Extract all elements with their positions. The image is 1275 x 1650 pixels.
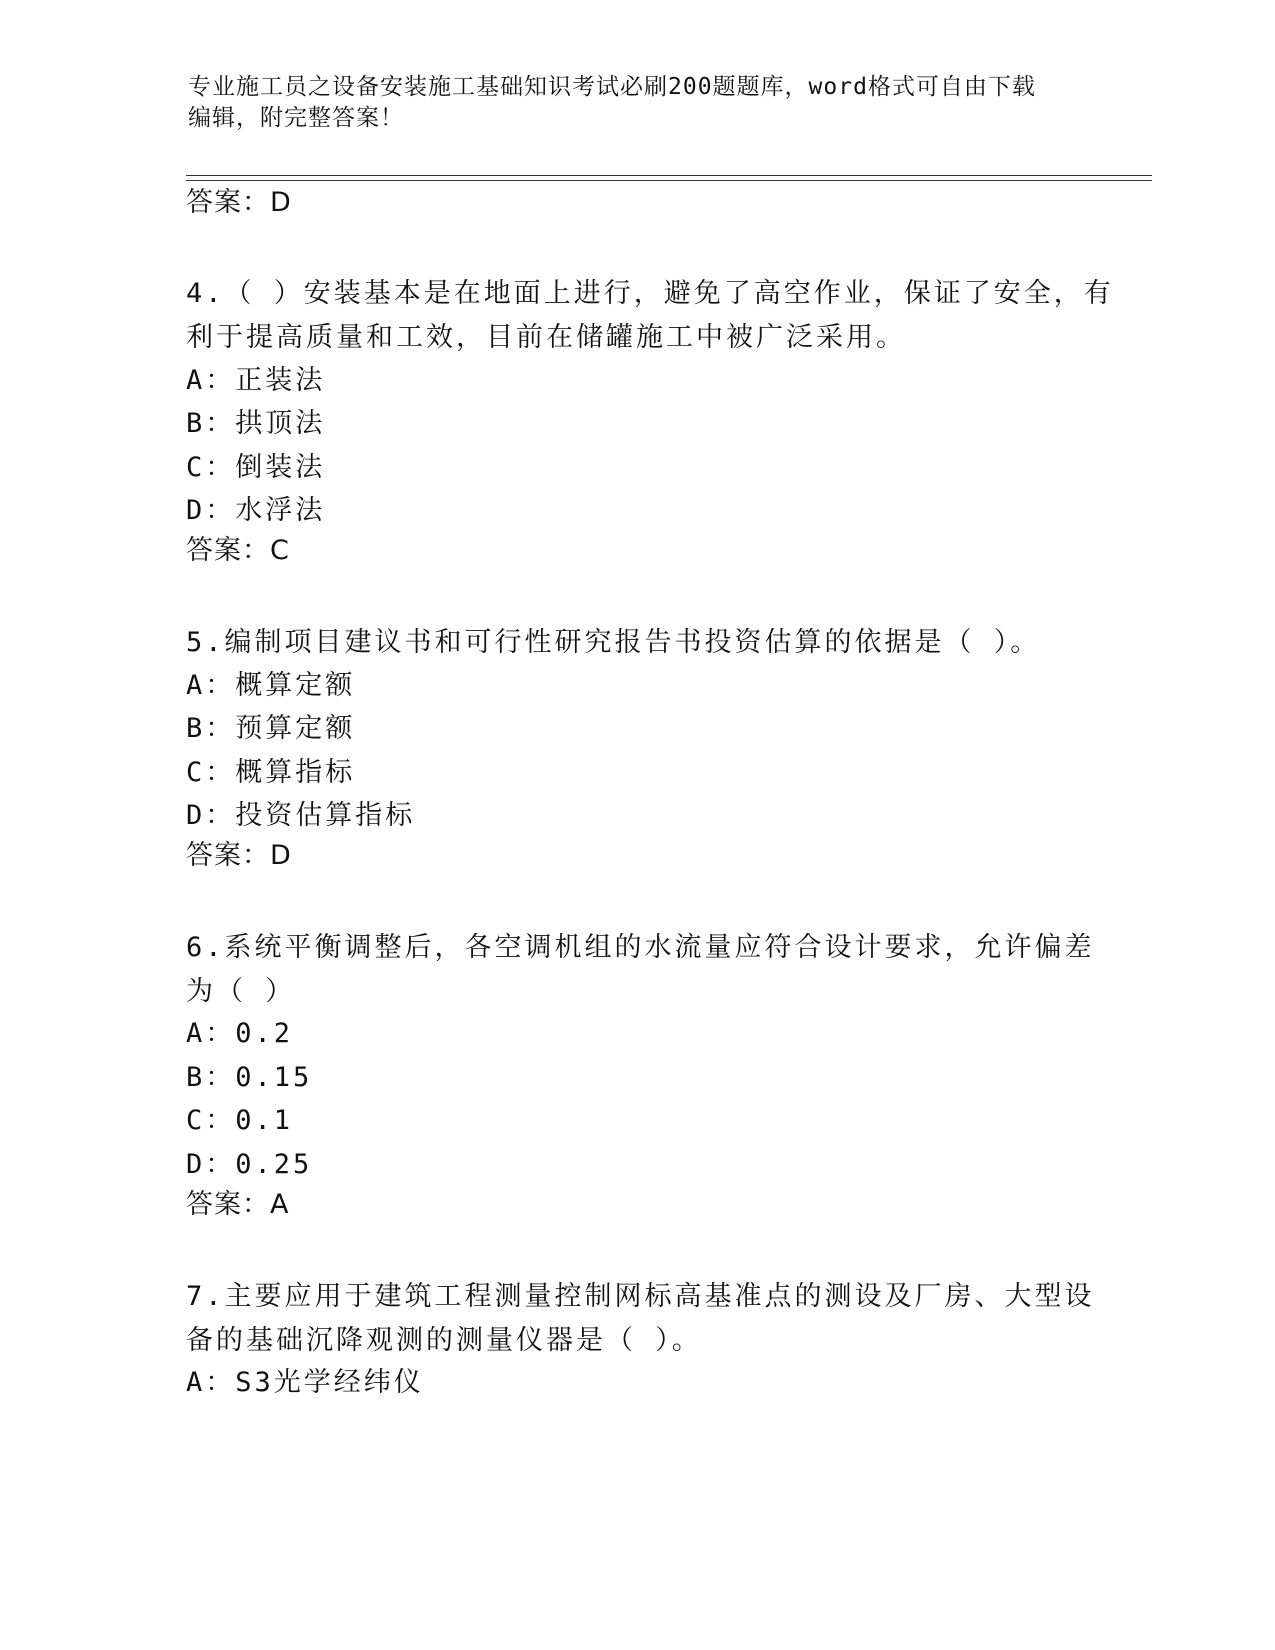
question-7-line-1: 7.主要应用于建筑工程测量控制网标高基准点的测设及厂房、大型设 [186,1281,1095,1312]
answer-line: 答案：D [186,187,292,218]
question-5-answer: 答案：D [186,840,292,871]
question-4-option-d: D：水浮法 [186,495,326,526]
question-6-line-1: 6.系统平衡调整后，各空调机组的水流量应符合设计要求，允许偏差 [186,932,1095,963]
question-6-line-2: 为（ ） [186,976,296,1007]
header-divider [186,175,1152,176]
question-5-option-a: A：概算定额 [186,670,356,701]
header-divider [186,180,1152,181]
question-6-option-c: C：0.1 [186,1105,294,1136]
question-6-option-a: A：0.2 [186,1018,294,1049]
question-4-option-a: A：正装法 [186,365,326,396]
question-5-option-b: B：预算定额 [186,713,356,744]
question-5-option-c: C：概算指标 [186,757,356,788]
question-4-line-2: 利于提高质量和工效，目前在储罐施工中被广泛采用。 [186,322,906,353]
question-4-line-1: 4.（ ）安装基本是在地面上进行，避免了高空作业，保证了安全，有 [186,278,1114,309]
header-line-1: 专业施工员之设备安装施工基础知识考试必刷200题题库，word格式可自由下载 [188,74,1036,100]
question-4-option-b: B：拱顶法 [186,408,326,439]
question-6-option-b: B：0.15 [186,1062,313,1093]
question-4-answer: 答案：C [186,535,290,566]
question-5-option-d: D：投资估算指标 [186,800,416,831]
document-header [188,72,1088,134]
question-7-option-a: A：S3光学经纬仪 [186,1367,424,1398]
question-4-option-c: C：倒装法 [186,452,326,483]
question-6-answer: 答案：A [186,1189,290,1220]
question-7-line-2: 备的基础沉降观测的测量仪器是（ ）。 [186,1325,702,1356]
question-5-line-1: 5.编制项目建议书和可行性研究报告书投资估算的依据是（ ）。 [186,627,1041,658]
header-line-2: 编辑，附完整答案！ [188,105,404,131]
question-6-option-d: D：0.25 [186,1149,313,1180]
